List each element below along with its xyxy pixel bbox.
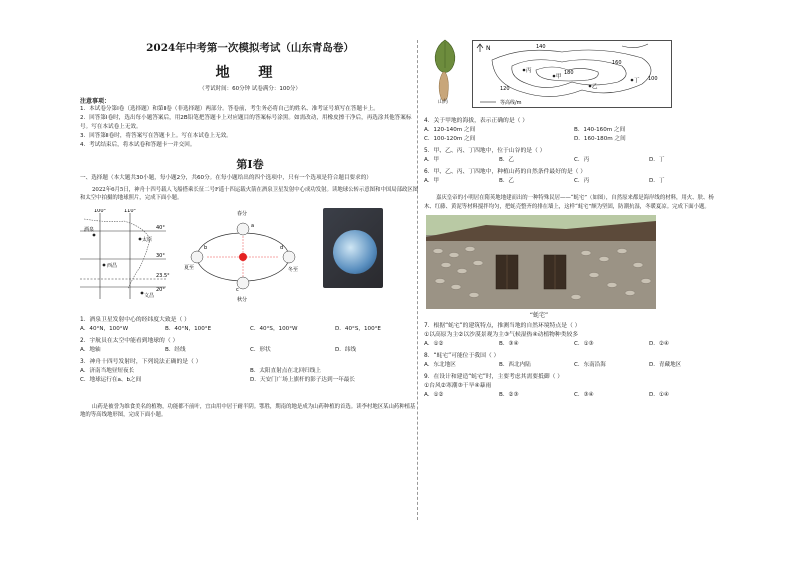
contour-value: 160 xyxy=(612,60,622,66)
question-stem: 5．甲、乙、丙、丁四地中，位于山谷的是（ ） xyxy=(424,148,546,154)
option[interactable]: B．②③ xyxy=(499,392,519,398)
note-item: 4．考试结束后，将本试卷和答题卡一并交回。 xyxy=(80,142,196,148)
option[interactable]: A．甲 xyxy=(424,157,440,163)
option[interactable]: C．100-120m 之间 xyxy=(424,136,476,142)
option[interactable]: D．②④ xyxy=(649,341,669,347)
part1-title: 第Ⅰ卷 xyxy=(236,158,264,171)
option[interactable]: D．丁 xyxy=(649,178,665,184)
options-row xyxy=(424,340,724,349)
note-item: 1．本试卷分第Ⅰ卷（选择题）和第Ⅱ卷（非选择题）两部分。答卷前，考生务必将自己的姓名、准考证号填写在答题卡上。 xyxy=(80,106,379,112)
option[interactable]: A．40°N，100°W xyxy=(80,325,129,332)
china-partial-map xyxy=(80,209,170,299)
figure-row-1 xyxy=(80,205,420,313)
option[interactable]: C．形状 xyxy=(250,346,271,353)
city-label: 文昌 xyxy=(144,292,155,299)
options-row xyxy=(80,346,420,355)
options-row xyxy=(424,361,724,370)
city-label: 酒泉 xyxy=(84,226,95,233)
city-label: 西昌 xyxy=(107,262,118,269)
earth-icon xyxy=(333,230,377,274)
option[interactable]: A．甲 xyxy=(424,178,440,184)
point-label: 甲 xyxy=(556,74,562,80)
lat-label: 30° xyxy=(156,252,165,259)
option[interactable]: D．40°S，100°E xyxy=(335,325,381,332)
question-stem: 2．宇航员在太空中能看到地球的（ ） xyxy=(80,337,179,344)
oyster-house-image xyxy=(426,215,656,309)
question-sub: ①以高原为主②以沙漠景观为主③气候湿热④动植物种类较多 xyxy=(424,332,579,338)
option[interactable]: C．①③ xyxy=(574,341,594,347)
option[interactable]: B．太阳直射点在北回归线上 xyxy=(250,367,321,374)
option[interactable]: D．纬线 xyxy=(335,346,357,353)
options-row xyxy=(80,376,420,385)
photo-caption: “蚝宅” xyxy=(529,312,549,319)
option[interactable]: B．40°N，100°E xyxy=(165,325,212,332)
north-arrow-label: N xyxy=(486,45,491,52)
option[interactable]: B．乙 xyxy=(499,157,515,163)
yam-label: 山药 xyxy=(438,99,449,105)
option[interactable]: C．③④ xyxy=(574,392,594,398)
option[interactable]: D．青藏地区 xyxy=(649,362,682,368)
season-label: 冬至 xyxy=(288,266,299,273)
option[interactable]: B．140-160m 之间 xyxy=(574,127,626,133)
earth-orbit-diagram xyxy=(184,205,302,305)
contour-value: 100 xyxy=(648,76,658,82)
options-row xyxy=(424,135,724,144)
question-stem: 4．关于甲地的海拔，表示正确的是（ ） xyxy=(424,118,529,124)
contour-value: 120 xyxy=(500,86,510,92)
option[interactable]: D．①④ xyxy=(649,392,669,398)
legend-label: 等高线/m xyxy=(500,100,522,106)
note-item: 2．回答第Ⅰ卷时，选出每小题答案后，用2B铅笔把答题卡上对应题目的答案标号涂黑。如需改动，用橡皮擦干净后，再选涂其他答案标号。写在本试卷上无效。 xyxy=(80,115,412,130)
point-label: 丙 xyxy=(526,68,532,74)
passage-3: 嘉庆皇帝的小明居在隋英地地建而出的一种特殊民居——“蚝宅”（如图），自然原来都是海岸线的材料，用火、肤、杨木、红藤、黄泥等材料搅拌均匀，把蚝壳整齐的排在墙上，这样“蚝宅”颇为坚固，防潮抗湿，冬暖夏凉。完成下面小题。 xyxy=(424,195,714,210)
option[interactable]: C．40°S，100°W xyxy=(250,325,298,332)
contour-value: 180 xyxy=(564,70,574,76)
option[interactable]: A．①② xyxy=(424,392,444,398)
option[interactable]: C．丙 xyxy=(574,157,590,163)
options-row xyxy=(424,391,724,400)
season-label: 秋分 xyxy=(237,296,248,303)
orbit-point: b xyxy=(204,244,208,251)
question-stem: 8．“蚝宅”可能位于我国（ ） xyxy=(424,353,500,359)
exam-title: 2024年中考第一次模拟考试（山东青岛卷） xyxy=(146,42,354,54)
note-item: 3．回答第Ⅱ卷时，将答案写在答题卡上。写在本试卷上无效。 xyxy=(80,133,232,139)
option[interactable]: B．西北内陆 xyxy=(499,362,531,368)
option[interactable]: B．乙 xyxy=(499,178,515,184)
lon-label: 110° xyxy=(124,208,137,214)
exam-info: （考试时间：60分钟 试卷满分：100分） xyxy=(199,86,301,92)
figure-row-2 xyxy=(424,38,724,114)
option[interactable]: A．①② xyxy=(424,341,444,347)
question-stem: 3．神舟十四号发射时，下列说法正确的是（ ） xyxy=(80,358,202,365)
options-row xyxy=(424,126,724,135)
season-label: 夏至 xyxy=(184,264,195,271)
contour-map xyxy=(472,40,672,108)
lat-label: 20° xyxy=(156,286,165,293)
option[interactable]: A．东北地区 xyxy=(424,362,456,368)
options-row xyxy=(80,367,420,376)
left-column xyxy=(80,38,420,420)
option[interactable]: D．天安门广场上旗杆的影子达到一年最长 xyxy=(250,376,355,383)
question-stem: 9．在设计和建造“蚝宅”时，主要考虑其需要抵御（ ） xyxy=(424,374,564,380)
orbit-point: c xyxy=(236,286,239,293)
question-sub: ①台风②寒潮③干旱④暴雨 xyxy=(424,383,492,389)
yam-plant-image xyxy=(428,38,462,102)
question-stem: 1．酒泉卫星发射中心的经纬度大致是（ ） xyxy=(80,316,190,323)
exam-subject: 地 理 xyxy=(215,65,285,81)
options-row xyxy=(424,156,724,165)
option[interactable]: C．东南沿海 xyxy=(574,362,606,368)
earth-from-space-photo xyxy=(323,208,383,288)
city-label: 太原 xyxy=(142,236,153,243)
option[interactable]: B．③④ xyxy=(499,341,519,347)
passage-1: 2022年6月5日，神舟十四号载人飞船搭乘长征二号F遥十四运载火箭在酒泉卫星发射中心成功发射。读地球公转示意图和中国局部政区图和太空中拍摄的地球照片，完成下面小题。 xyxy=(80,186,419,201)
option[interactable]: A．济南当地昼短夜长 xyxy=(80,367,135,374)
section-description: 一、选择题（本大题共30小题，每小题2分，共60分。在每小题给出的四个选项中，只有一个选项是符合题目要求的） xyxy=(80,175,372,181)
passage-2: 山药是被誉为维食美名的植物，功能都不前叶，宜由用中居于耐半阴。鄂胜，期南的地是成为山药种植的首选。读李村地区某山药种植基地的等高线地形图，完成下面小题。 xyxy=(80,403,416,418)
lon-label: 100° xyxy=(94,208,107,214)
point-label: 乙 xyxy=(592,84,598,90)
oyster-house-photo xyxy=(426,215,656,309)
options-row xyxy=(80,325,420,334)
lat-label: 40° xyxy=(156,224,165,231)
point-label: 丁 xyxy=(634,78,640,84)
question-stem: 6．甲、乙、丙、丁四地中，种植山药的自然条件最好的是（ ） xyxy=(424,169,587,175)
orbit-point: d xyxy=(280,244,284,251)
option[interactable]: C．地球运行在a、b之间 xyxy=(80,376,142,383)
right-column xyxy=(424,38,724,400)
options-row xyxy=(424,177,724,186)
season-label: 春分 xyxy=(237,210,248,217)
notes-title: 注意事项： xyxy=(80,98,111,105)
option[interactable]: D．160-180m 之间 xyxy=(574,136,626,142)
orbit-point: a xyxy=(251,222,255,229)
option[interactable]: A．120-140m 之间 xyxy=(424,127,476,133)
option[interactable]: B．经线 xyxy=(165,346,186,353)
contour-value: 140 xyxy=(536,44,546,50)
question-stem: 7．根据“蚝宅”的建筑特点，推测当地的自然环境特点是（ ） xyxy=(424,323,581,329)
lat-label: 23.5° xyxy=(156,272,170,279)
option[interactable]: D．丁 xyxy=(649,157,665,163)
option[interactable]: A．地轴 xyxy=(80,346,101,353)
option[interactable]: C．丙 xyxy=(574,178,590,184)
